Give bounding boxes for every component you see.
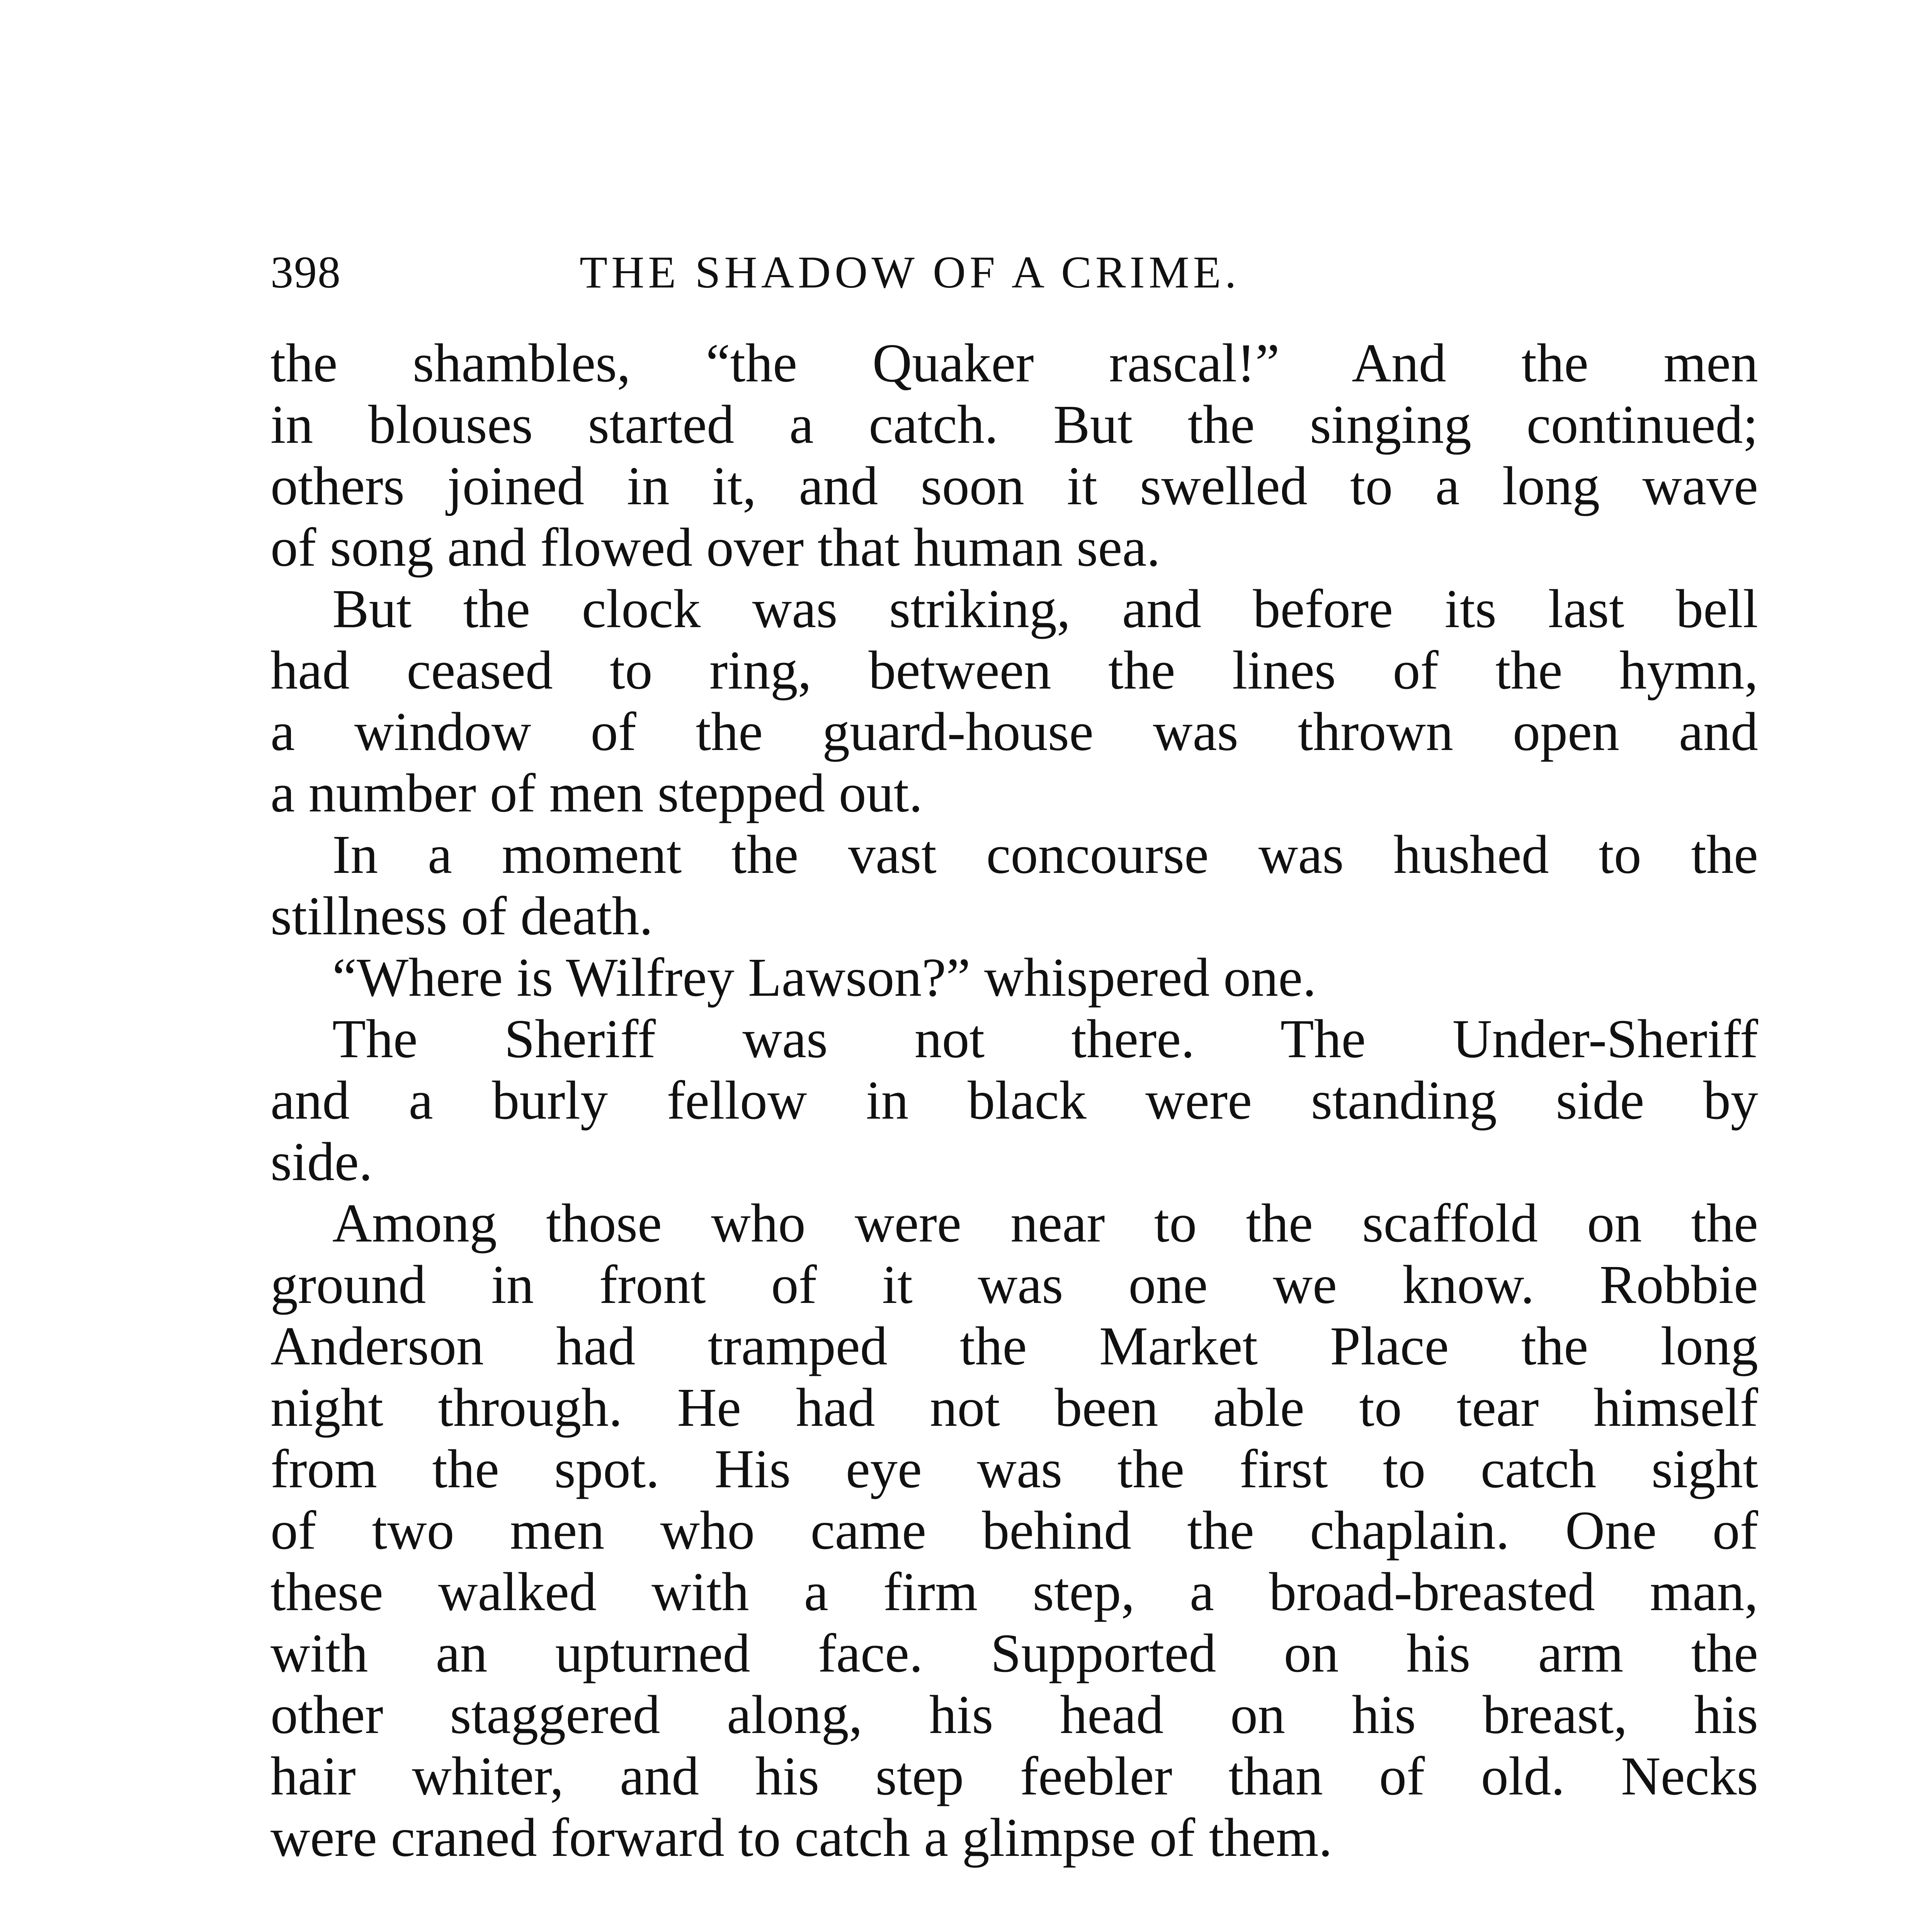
text-line: others joined in it, and soon it swelled to a long wave xyxy=(270,455,1758,516)
text-line: In a moment the vast concourse was hushed to the xyxy=(332,824,1758,885)
page-header xyxy=(270,236,1758,309)
running-title: THE SHADOW OF A CRIME. xyxy=(580,247,1240,298)
text-line: and a burly fellow in black were standing side by xyxy=(270,1070,1758,1131)
text-line: other staggered along, his head on his breast, his xyxy=(270,1684,1758,1745)
text-line: night through. He had not been able to tear himself xyxy=(270,1377,1758,1438)
text-line: in blouses started a catch. But the singing continued; xyxy=(270,394,1758,455)
text-line: from the spot. His eye was the first to catch sight xyxy=(270,1438,1758,1499)
text-line: the shambles, “the Quaker rascal!” And the men xyxy=(270,332,1758,393)
text-line: But the clock was striking, and before its last bell xyxy=(332,578,1758,639)
text-line: a number of men stepped out. xyxy=(270,762,923,823)
text-line: with an upturned face. Supported on his arm the xyxy=(270,1622,1758,1684)
text-line: of two men who came behind the chaplain. One of xyxy=(270,1500,1758,1561)
text-line: side. xyxy=(270,1131,373,1192)
text-line: “Where is Wilfrey Lawson?” whispered one. xyxy=(332,947,1316,1008)
text-line: had ceased to ring, between the lines of the hymn, xyxy=(270,639,1758,701)
text-line: of song and flowed over that human sea. xyxy=(270,517,1160,578)
body-text xyxy=(270,332,1758,1932)
page-number: 398 xyxy=(270,247,341,298)
text-line: ground in front of it was one we know. Robbie xyxy=(270,1254,1758,1315)
text-line: these walked with a firm step, a broad-breasted man, xyxy=(270,1561,1758,1622)
text-line: Among those who were near to the scaffold on the xyxy=(332,1192,1758,1253)
text-line: hair whiter, and his step feebler than of old. Necks xyxy=(270,1745,1758,1806)
text-line: The Sheriff was not there. The Under-Sheriff xyxy=(332,1008,1758,1069)
text-line: Anderson had tramped the Market Place the long xyxy=(270,1315,1758,1376)
text-line: were craned forward to catch a glimpse of them. xyxy=(270,1807,1333,1868)
text-line: a window of the guard-house was thrown open and xyxy=(270,701,1758,762)
text-line: stillness of death. xyxy=(270,885,653,946)
section-gap xyxy=(270,1868,1758,1932)
